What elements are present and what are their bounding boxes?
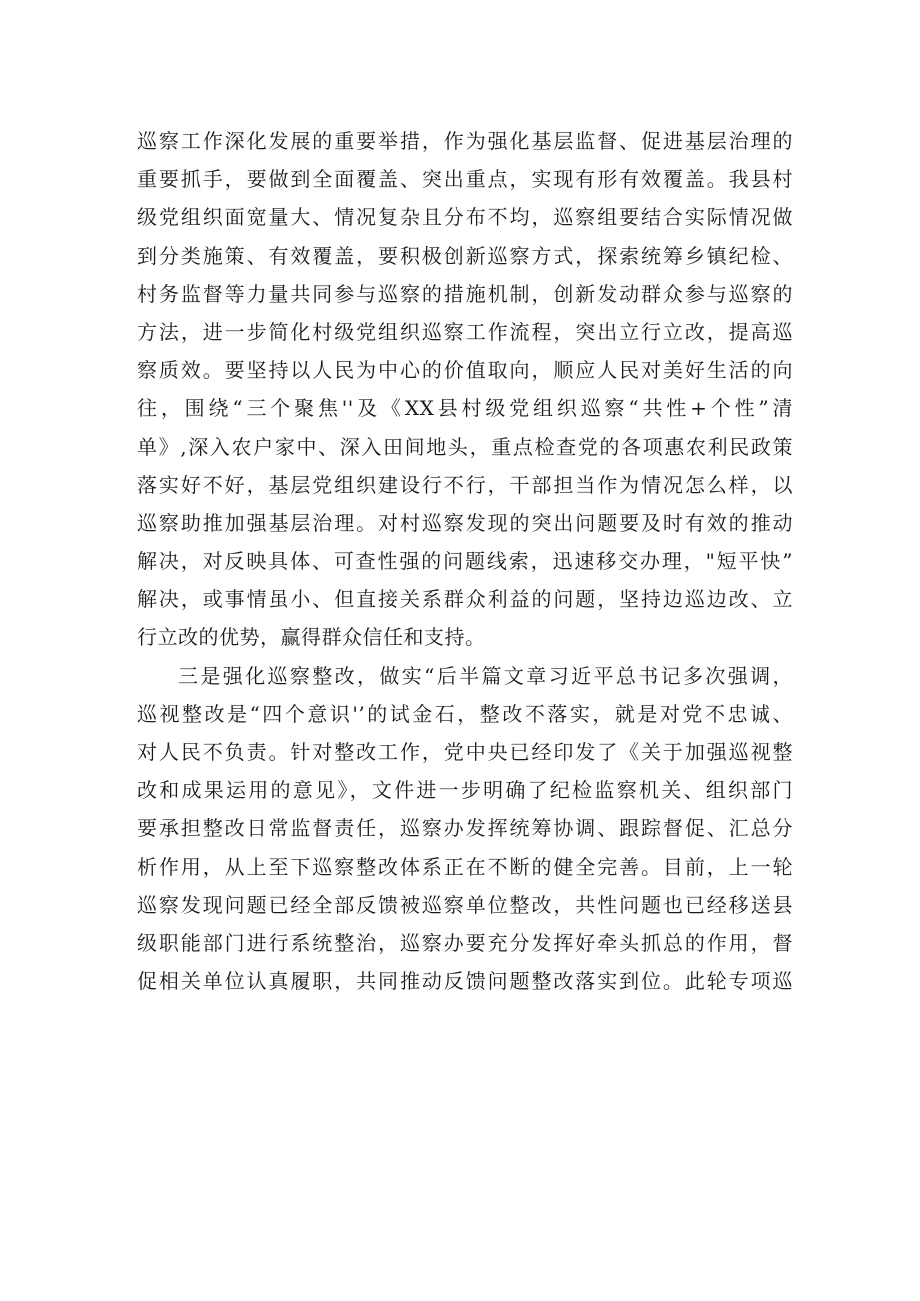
- paragraph-line: 对人民不负责。针对整改工作，党中央已经印发了《关于加强巡视整: [137, 740, 793, 764]
- paragraph-line: 到分类施策、有效覆盖，要积极创新巡察方式，探索统筹乡镇纪检、: [137, 243, 793, 268]
- paragraph-line: 级职能部门进行系统整治，巡察办要充分发挥好牵头抓总的作用，督: [137, 930, 793, 955]
- paragraph-line: 解决，对反映具体、可查性强的问题线索，迅速移交办理，"短平快”: [137, 549, 793, 574]
- paragraph-line: 巡视整改是“四个意识'’的试金石，整改不落实，就是对党不忠诚、: [137, 701, 793, 726]
- paragraph-line: 落实好不好，基层党组织建设行不行，干部担当作为情况怎么样，以: [137, 472, 793, 497]
- paragraph-line: 改和成果运用的意见》，文件进一步明确了纪检监察机关、组织部门: [137, 778, 793, 803]
- paragraph-line: 级党组织面宽量大、情况复杂且分布不均，巡察组要结合实际情况做: [137, 205, 793, 230]
- paragraph-line: 往，围绕“三个聚焦''及《XX县村级党组织巡察“共性+个性”清: [137, 396, 793, 421]
- document-body: [137, 122, 793, 1000]
- paragraph-line: 方法，进一步简化村级党组织巡察工作流程，突出立行立改，提高巡: [137, 319, 793, 344]
- paragraph-line: 行立改的优势，赢得群众信任和支持。: [137, 625, 486, 650]
- paragraph-line: 解决，或事情虽小、但直接关系群众利益的问题，坚持边巡边改、立: [137, 587, 793, 612]
- paragraph-line: 单》,深入农户家中、深入田间地头，重点检查党的各项惠农利民政策: [137, 434, 793, 459]
- paragraph-line: 析作用，从上至下巡察整改体系正在不断的健全完善。目前，上一轮: [137, 854, 793, 879]
- paragraph-line: 要承担整改日常监督责任，巡察办发挥统筹协调、跟踪督促、汇总分: [137, 816, 793, 841]
- paragraph-line: 巡察发现问题已经全部反馈被巡察单位整改，共性问题也已经移送县: [137, 892, 793, 917]
- paragraph-line: 巡察助推加强基层治理。对村巡察发现的突出问题要及时有效的推动: [137, 510, 793, 535]
- paragraph-line: 三是强化巡察整改，做实“后半篇文章习近平总书记多次强调，: [178, 663, 793, 688]
- paragraph-2: [137, 657, 793, 1001]
- paragraph-line: 促相关单位认真履职，共同推动反馈问题整改落实到位。此轮专项巡: [137, 969, 793, 994]
- paragraph-line: 村务监督等力量共同参与巡察的措施机制，创新发动群众参与巡察的: [137, 281, 793, 306]
- paragraph-1: [137, 122, 793, 657]
- paragraph-line: 巡察工作深化发展的重要举措，作为强化基层监督、促进基层治理的: [137, 129, 793, 153]
- paragraph-line: 察质效。要坚持以人民为中心的价值取向，顺应人民对美好生活的向: [137, 358, 793, 383]
- paragraph-line: 重要抓手，要做到全面覆盖、突出重点，实现有形有效覆盖。我县村: [137, 167, 793, 192]
